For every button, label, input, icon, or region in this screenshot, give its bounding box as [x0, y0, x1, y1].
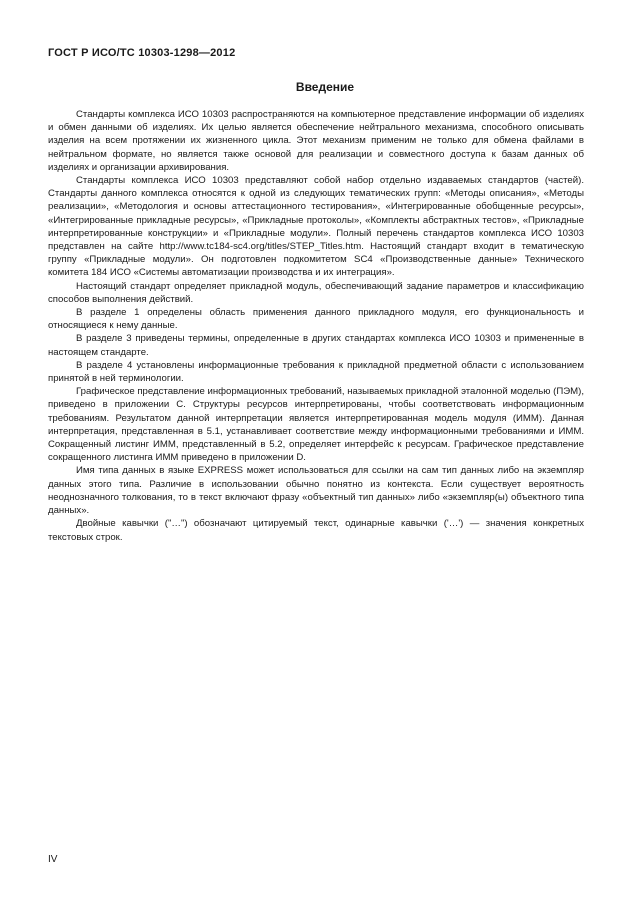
page-number: IV: [48, 854, 58, 865]
paragraph-section-4: В разделе 4 установлены информационные требования к прикладной предметной области с использованием принятой в ней терминологии.: [48, 359, 584, 385]
paragraph-section-1: В разделе 1 определены область применения данного прикладного модуля, его функциональность и относящиеся к нему данные.: [48, 307, 584, 332]
paragraph-module-purpose: Настоящий стандарт определяет прикладной модуль, обеспечивающий задание параметров и классификацию способов выполнения действий.: [48, 280, 584, 305]
paragraph-express-type-names: Имя типа данных в языке EXPRESS может использоваться для ссылки на сам тип данных либо на экземпляр данных этого типа. Различие в использовании обычно понятно из контекста. Если существует вероятность неоднозначного толкования, то в текст включают фразу «объектный тип данных» либо «экземпляр(ы) объектного типа данных».: [48, 465, 584, 517]
standard-header: ГОСТ Р ИСО/ТС 10303-1298—2012: [48, 47, 236, 59]
paragraph-scope: Стандарты комплекса ИСО 10303 распространяются на компьютерное представление информации об изделиях и обмен данными об изделиях. Их целью является обеспечение нейтрального механизма, способного описывать изделия на всем протяжении их жизненного цикла. Этот механизм применим не только для обмена файлами в нейтральном формате, но является также основой для реализации и совместного доступа к базам данных об изделиях и организации архивирования.: [48, 109, 584, 173]
paragraph-series-overview: Стандарты комплекса ИСО 10303 представляют собой набор отдельно издаваемых стандартов (частей). Стандарты данного комплекса относятся к одной из следующих тематических групп: «Методы описания», «Методы реализации», «Методология и основы аттестационного тестирования», «Интегрированные обобщенные ресурсы», «Интегрированные прикладные ресурсы», «Прикладные протоколы», «Комплекты абстрактных тестов», «Прикладные интерпретированные конструкции» и «Прикладные модули». Полный перечень стандартов комплекса ИСО 10303 представлен на сайте http://www.tc184-sc4.org/titles/STEP_Titles.htm. Настоящий стандарт входит в тематическую группу «Прикладные модули». Он подготовлен подкомитетом SC4 «Производственные данные» Технического комитета 184 ИСО «Системы автоматизации производства и их интеграция».: [48, 175, 584, 279]
paragraph-graphical-representation: Графическое представление информационных требований, называемых прикладной эталонной моделью (ПЭМ), приведено в приложении С. Структуры ресурсов интерпретированы, чтобы соответствовать информационным требованиям. Результатом данной интерпретации является интерпретированная модель модуля (ИММ). Данная интерпретация, представленная в 5.1, устанавливает соответствие между информационными требованиями и ИММ. Сокращенный листинг ИММ, представленный в 5.2, определяет интерфейс к ресурсам. Графическое представление сокращенного листинга ИММ приведено в приложении D.: [48, 386, 584, 464]
introduction-body: [48, 108, 584, 544]
section-title: Введение: [295, 80, 355, 94]
paragraph-section-3: В разделе 3 приведены термины, определенные в других стандартах комплекса ИСО 10303 и примененные в настоящем стандарте.: [48, 333, 584, 358]
paragraph-quotation-marks: Двойные кавычки ("…") обозначают цитируемый текст, одинарные кавычки ('…') — значения конкретных текстовых строк.: [48, 518, 584, 543]
